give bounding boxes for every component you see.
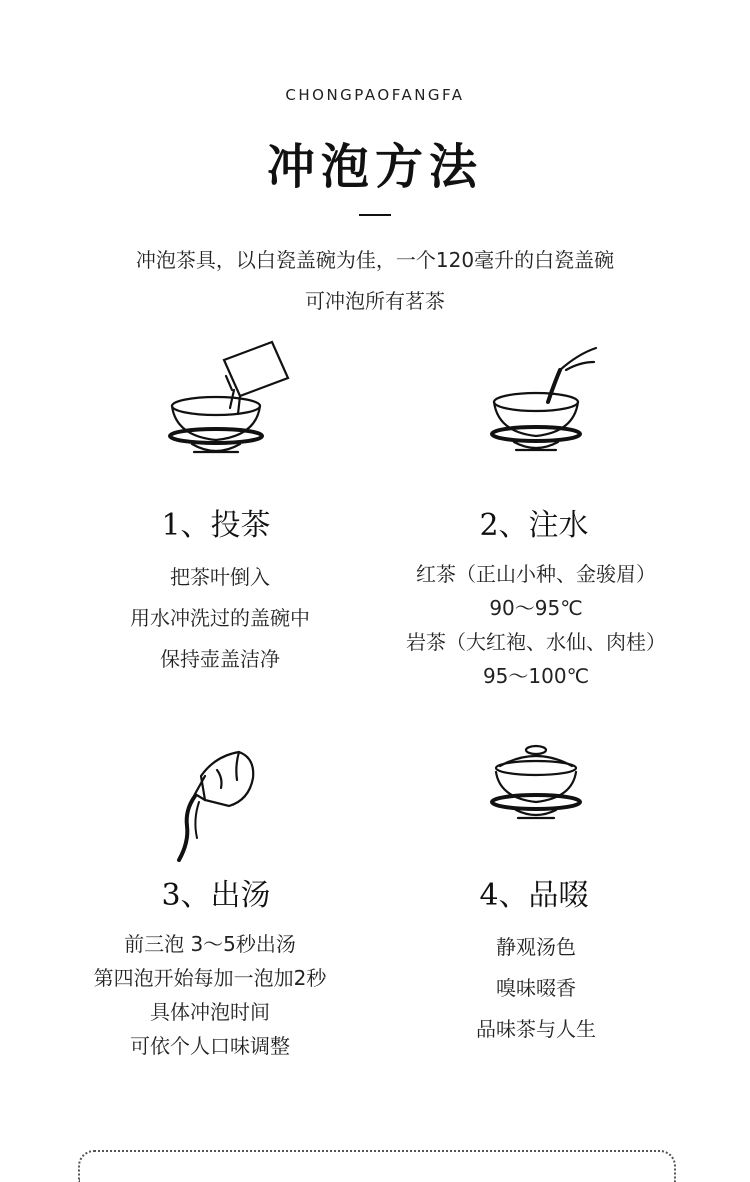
step-1-title: 1、投茶 [161,508,271,543]
step-4-line: 品味茶与人生 [476,1017,596,1041]
step-3-title: 3、出汤 [161,878,271,913]
pouring-out-tea-icon [165,740,285,870]
section-pinyin-heading: CHONGPAOFANGFA [285,86,465,104]
step-1-line: 保持壶盖洁净 [160,647,280,671]
step-1-line: 用水冲洗过的盖碗中 [130,606,310,630]
step-3-description [40,927,380,1063]
step-3-line: 前三泡 3～5秒出汤 [124,932,296,956]
tea-leaves-into-gaiwan-icon [160,336,300,466]
step-3-line: 可依个人口味调整 [130,1034,290,1058]
water-pouring-into-gaiwan-icon [480,340,620,470]
intro-line-1: 冲泡茶具，以白瓷盖碗为佳，一个120毫升的白瓷盖碗 [135,248,615,272]
next-section-dotted-border [78,1150,676,1182]
step-3-line: 第四泡开始每加一泡加2秒 [93,966,327,990]
step-4-line: 嗅味啜香 [496,976,576,1000]
covered-gaiwan-icon [480,740,620,830]
intro-line-2: 可冲泡所有茗茶 [305,289,445,313]
step-3-line: 具体冲泡时间 [150,1000,270,1024]
step-2-description [366,557,706,693]
step-2-line: 红茶（正山小种、金骏眉） [416,562,656,586]
step-2-line: 岩茶（大红袍、水仙、肉桂） [406,630,666,654]
title-divider [359,214,391,216]
page-title: 冲泡方法 [266,139,483,195]
step-4-line: 静观汤色 [496,935,576,959]
step-4-description [366,927,706,1050]
step-2-line: 90～95℃ [489,596,583,620]
step-1-line: 把茶叶倒入 [170,565,270,589]
step-2-title: 2、注水 [479,508,589,543]
step-4-title: 4、品啜 [479,878,589,913]
step-2-line: 95～100℃ [482,664,590,688]
step-1-description [50,557,390,680]
